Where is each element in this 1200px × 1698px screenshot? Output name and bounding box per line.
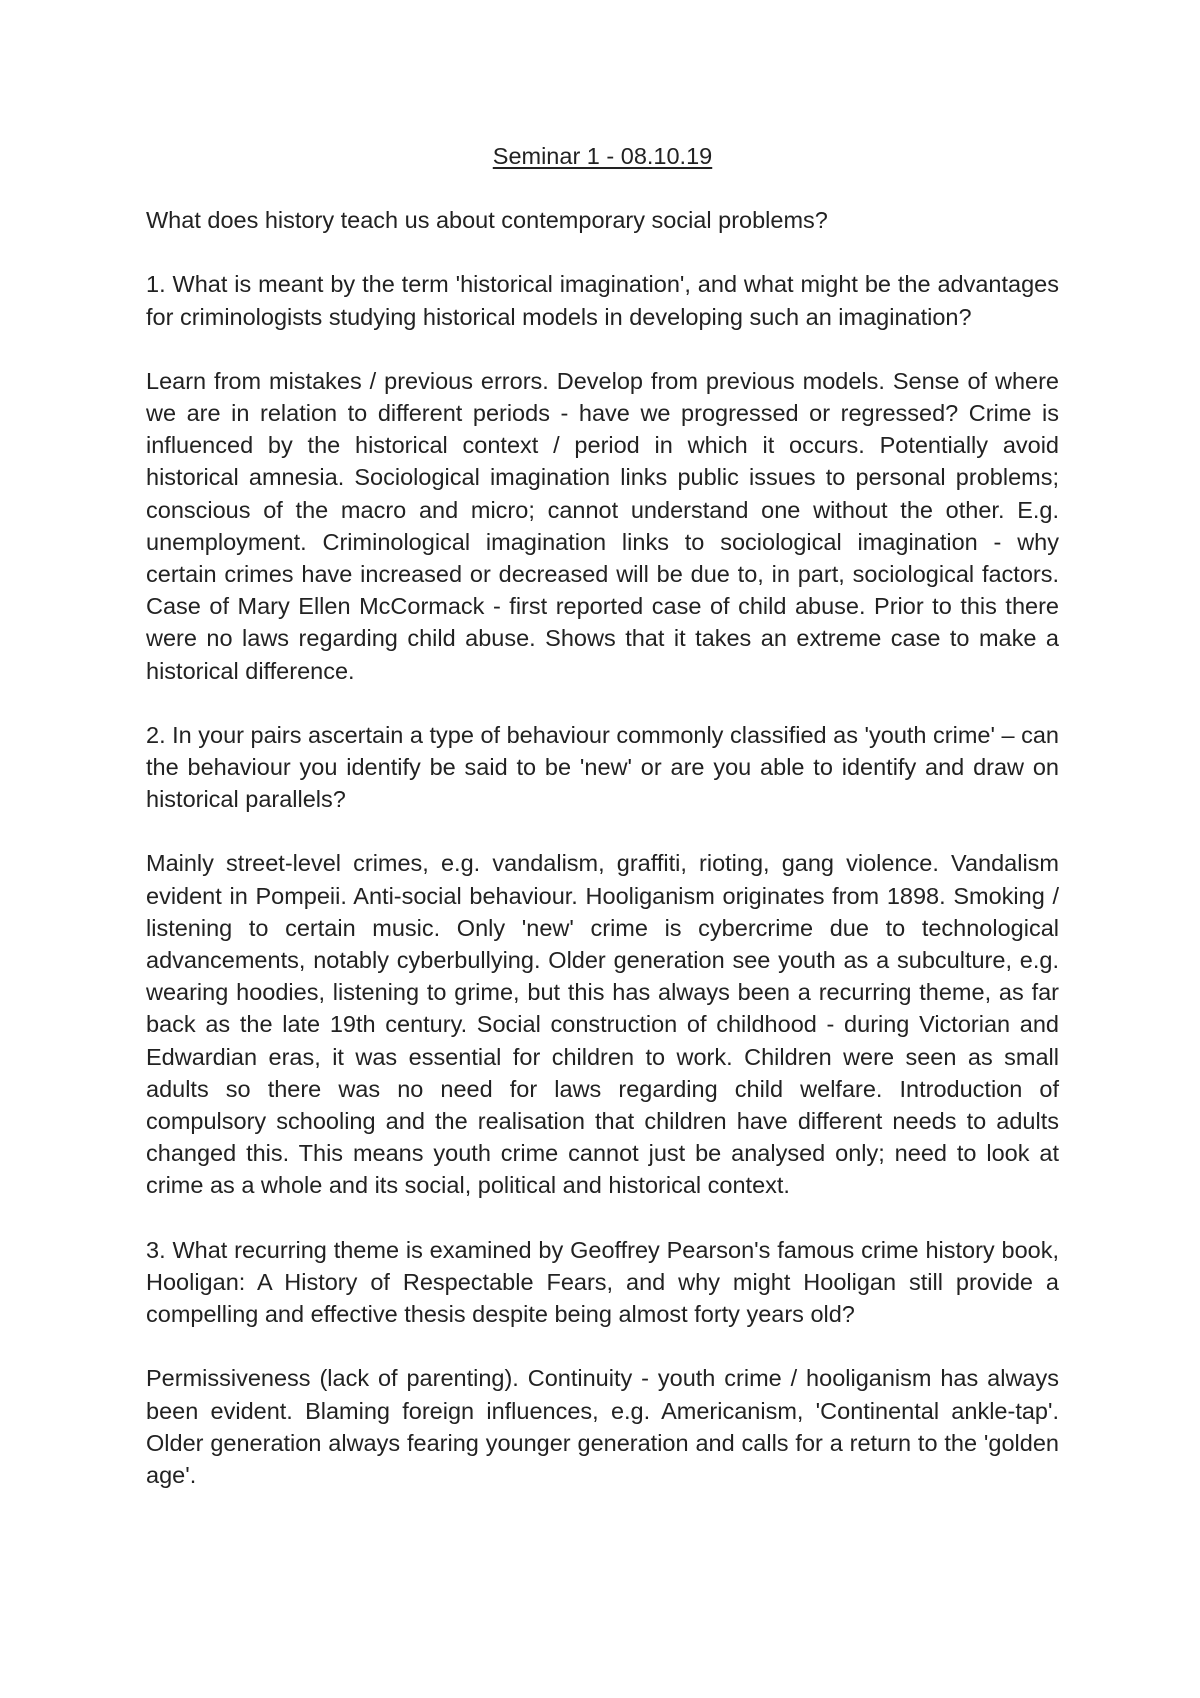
answer-2: Mainly street-level crimes, e.g. vandalism, graffiti, rioting, gang violence. Vandalism evident in Pompeii. Anti-social behaviour. Hooliganism originates from 1898. Smoking / listening to certain music. Only 'new' crime is cybercrime due to technological advancements, notably cyberbullying. Older generation see youth as a subculture, e.g. wearing hoodies, listening to grime, but this has always been a recurring theme, as far back as the late 19th century. Social construction of childhood - during Victorian and Edwardian eras, it was essential for children to work. Children were seen as small adults so there was no need for laws regarding child welfare. Introduction of compulsory schooling and the realisation that children have different needs to adults changed this. This means youth crime cannot just be analysed only; need to look at crime as a whole and its social, political and historical context. — [146, 850, 1059, 1199]
page-title: Seminar 1 - 08.10.19 — [492, 143, 713, 169]
question-2: 2. In your pairs ascertain a type of behaviour commonly classified as 'youth crime' – can the behaviour you identify be said to be 'new' or are you able to identify and draw on historical parallels? — [146, 721, 1059, 813]
question-1: 1. What is meant by the term 'historical imagination', and what might be the advantages for criminologists studying historical models in developing such an imagination? — [146, 271, 1059, 330]
question-3: 3. What recurring theme is examined by Geoffrey Pearson's famous crime history book, Hooligan: A History of Respectable Fears, and why might Hooligan still provide a compelling and effective thesis despite being almost forty years old? — [146, 1236, 1059, 1328]
answer-1: Learn from mistakes / previous errors. Develop from previous models. Sense of where we are in relation to different periods - have we progressed or regressed? Crime is influenced by the historical context / period in which it occurs. Potentially avoid historical amnesia. Sociological imagination links public issues to personal problems; conscious of the macro and micro; cannot understand one without the other. E.g. unemployment. Criminological imagination links to sociological imagination - why certain crimes have increased or decreased will be due to, in part, sociological factors. Case of Mary Ellen McCormack - first reported case of child abuse. Prior to this there were no laws regarding child abuse. Shows that it takes an extreme case to make a historical difference. — [146, 367, 1059, 684]
intro-question: What does history teach us about contemporary social problems? — [146, 207, 828, 234]
document-page — [146, 140, 1059, 1491]
answer-3: Permissiveness (lack of parenting). Continuity - youth crime / hooliganism has always been evident. Blaming foreign influences, e.g. Americanism, 'Continental ankle-tap'. Older generation always fearing younger generation and calls for a return to the 'golden age'. — [146, 1365, 1059, 1488]
